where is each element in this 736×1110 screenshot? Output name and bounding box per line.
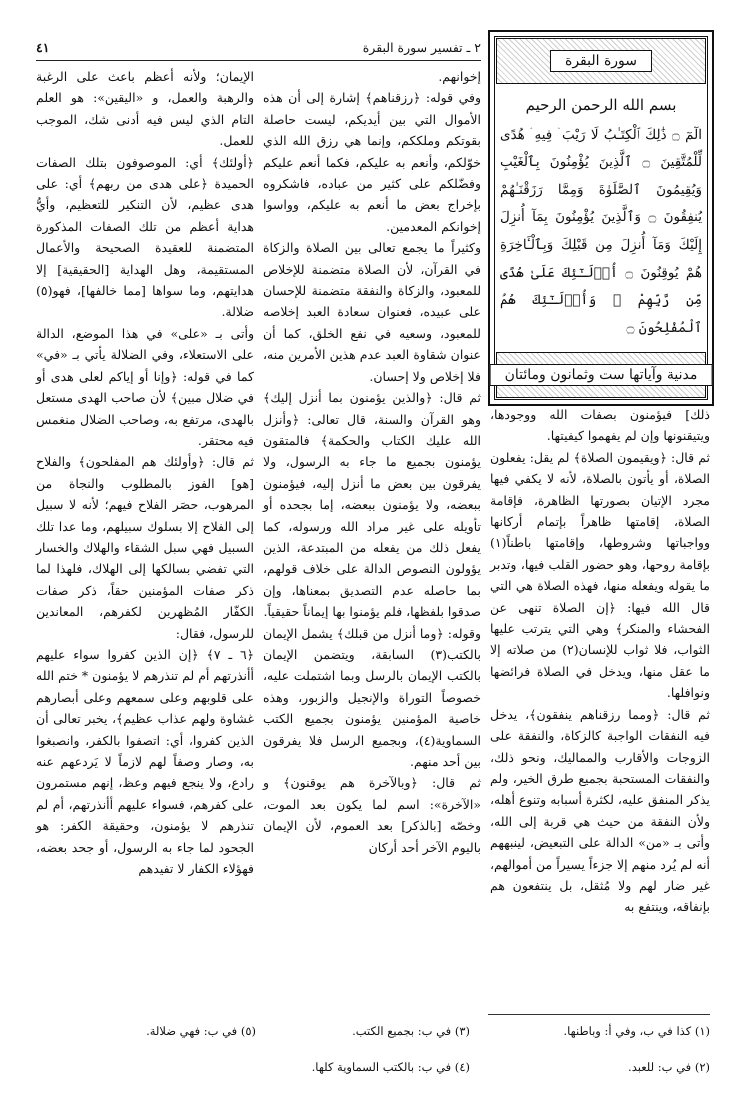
paragraph: ثم قال: ﴿ومما رزقناهم ينفقون﴾، يدخل فيه النفقات الواجبة كالزكاة، والنفقة على الزوجات والأقارب والمماليك، ونحو ذلك، والنفقات المستحبة بجميع طرق الخير، ولم يذكر المنفق عليه، لكثرة أسبابه وتنوع أهله، ولأن النفقة من حيث هي قربة إلى الله، وأتى بـ «من» الدالة على التبعيض، لينبههم أنه لم يُرد منهم إلا جزءاً يسيراً من أموالهم، غير ضار لهم ولا مُثقل، بل ينتفعون هم بإنفاقه، وينتفع به: [490, 706, 710, 915]
footnote-5: (٥) في ب: فهي ضلالة.: [146, 1024, 256, 1038]
text-column-middle: [263, 66, 481, 1006]
paragraph: ثم قال: ﴿وأولئك هم المفلحون﴾ والفلاح [هو] الفوز بالمطلوب والنجاة من المرهوب، حصَر الفلاح فيهم؛ لأنه لا سبيل إلى الفلاح إلا بسلوك سبيلهم، وما عدا تلك السبيل فهي سبل الشقاء والهلاك والخسار التي تفضي بسالكها إلى الهلاك، فلهذا لما ذكر صفات المؤمنين حقاً، ذكر صفات الكفّار المُظهرين لكفرهم، المعاندين للرسول، فقال:: [36, 454, 254, 641]
surah-title: سورة البقرة: [550, 50, 652, 72]
text-column-right: [490, 404, 710, 1004]
footnote-3: (٣) في ب: بجميع الكتب.: [352, 1024, 470, 1038]
page-header: [36, 38, 481, 61]
paragraph: وكثيراً ما يجمع تعالى بين الصلاة والزكاة في القرآن، لأن الصلاة متضمنة للإخلاص للمعبود، والزكاة والنفقة متضمنة للإحسان على عبيده، فعنوان سعادة العبد إخلاصه للمعبود، وسعيه في نفع الخلق، كما أن عنوان شقاوة العبد عدم هذين الأمرين منه، فلا إخلاص ولا إحسان.: [263, 240, 481, 384]
footnote-2: (٢) في ب: للعبد.: [628, 1060, 710, 1074]
surah-frame: [488, 30, 714, 406]
quran-verses: الٓمٓ ۝ ذَٰلِكَ ٱلْكِتَـٰبُ لَا رَيْبَ ۛ فِيهِ ۛ هُدًى لِّلْمُتَّقِينَ ۝ ٱلَّذِينَ يُؤْمِنُونَ بِٱلْغَيْبِ وَيُقِيمُونَ ٱلصَّلَوٰةَ وَمِمَّا رَزَقْنَـٰهُمْ يُنفِقُونَ ۝ وَٱلَّذِينَ يُؤْمِنُونَ بِمَآ أُنزِلَ إِلَيْكَ وَمَآ أُنزِلَ مِن قَبْلِكَ وَبِٱلْـَٔاخِرَةِ هُمْ يُوقِنُونَ ۝ أُو۟لَـٰٓئِكَ عَلَىٰ هُدًى مِّن رَّبِّهِمْ ۖ وَأُو۟لَـٰٓئِكَ هُمُ ٱلْمُفْلِحُونَ ۝: [500, 126, 703, 336]
footnote-1: (١) كذا في ب، وفي أ: وباطنها.: [563, 1024, 710, 1038]
paragraph: ﴿٦ ـ ٧﴾ ﴿إن الذين كفروا سواء عليهم أأنذرتهم أم لم تنذرهم لا يؤمنون * ختم الله على قلوبهم وعلى سمعهم وعلى أبصارهم غشاوة ولهم عذاب عظيم﴾، يخبر تعالى أن الذين كفروا، أي: اتصفوا بالكفر، وانصبغوا به، وصار وصفاً لهم لازماً لا يَردعهم عنه رادع، ولا ينجع فيهم وعظ، إنهم مستمرون على كفرهم، فسواء عليهم أأنذرتهم، أم لم تنذرهم لا يؤمنون، وحقيقة الكفر: هو الجحود لما جاء به الرسول، أو جحد بعضه، فهؤلاء الكفار لا تفيدهم: [36, 646, 255, 877]
paragraph: الإيمان؛ ولأنه أعظم باعث على الرغبة والرهبة والعمل، و «اليقين»: هو العلم التام الذي ليس فيه أدنى شك، الموجب للعمل.: [36, 69, 254, 149]
paragraph: ثم قال: ﴿وبالآخرة هم يوقنون﴾ و «الآخرة»: اسم لما يكون بعد الموت، وخصّه [بالذكر] بعد العموم، لأن الإيمان باليوم الآخر أحد أركان: [263, 775, 481, 855]
paragraph: وأتى بـ «على» في هذا الموضع، الدالة على الاستعلاء، وفي الضلالة يأتي بـ «في» كما في قوله: ﴿وإنا أو إياكم لعلى هدى أو في ضلال مبين﴾ لأن صاحب الهدى مستعل بالهدى، مرتفع به، وصاحب الضلال منغمس فيه محتقر.: [36, 325, 254, 448]
basmala: بسم الله الرحمن الرحيم: [525, 96, 677, 114]
surah-info-banner: [496, 352, 706, 398]
quran-verses-block: [500, 92, 702, 344]
paragraph: ثم قال: ﴿ويقيمون الصلاة﴾ لم يقل: يفعلون الصلاة، أو يأتون بالصلاة، لأنه لا يكفي فيها مجرد الإتيان بصورتها الظاهرة، فإقامة الصلاة، إقامتها ظاهراً بإتمام أركانها وواجباتها وشروطها، وإقامتها باطناً(١) بإقامة روحها، وهو حضور القلب فيها، وتدبر ما يقوله ويفعله منها، فهذه الصلاة هي التي قال الله فيها: ﴿إن الصلاة تنهى عن الفحشاء والمنكر﴾ وهي التي يترتب عليها الثواب، فلا ثواب للإنسان(٢) من صلاته إلا ما عقل منها، ويدخل في الصلاة فرائضها ونوافلها.: [490, 449, 710, 701]
surah-title-banner: [496, 38, 706, 84]
footnote-4: (٤) في ب: بالكتب السماوية كلها.: [311, 1060, 470, 1074]
paragraph: ثم قال: ﴿والذين يؤمنون بما أنزل إليك﴾ وهو القرآن والسنة، قال تعالى: ﴿وأنزل الله عليك الكتاب والحكمة﴾ فالمتقون يؤمنون بجميع ما جاء به الرسول، ولا يفرقون بين بعض ما أنزل إليه، فيؤمنون ببعضه، ولا يؤمنون ببعضه، إما بجحده أو تأويله على غير مراد الله ورسوله، كما يفعل ذلك من يفعله من المبتدعة، الذين يؤولون النصوص الدالة على خلاف قولهم، بما حاصله عدم التصديق بمعناها، وإن صدقوا بلفظها، فلم يؤمنوا بها إيماناً حقيقياً.: [263, 390, 481, 620]
paragraph: ذلك] فيؤمنون بصفات الله ووجودها، ويتيقنونها وإن لم يفهموا كيفيتها.: [490, 407, 710, 444]
footnote-separator: [488, 1014, 710, 1015]
text-column-left: [36, 66, 254, 1006]
paragraph: إخوانهم.: [438, 69, 481, 84]
paragraph: ﴿أولئك﴾ أي: الموصوفون بتلك الصفات الحميدة ﴿على هدى من ربهم﴾ أي: على هدى عظيم، لأن التنكير للتعظيم، وأيُّ هداية أعظم من تلك الصفات المذكورة المتضمنة للعقيدة الصحيحة والأعمال المستقيمة، وهل الهداية [الحقيقية] إلا هدايتهم، وما سواها [مما خالفها]، فهو(٥) ضلالة.: [36, 154, 254, 320]
paragraph: وفي قوله: ﴿رزقناهم﴾ إشارة إلى أن هذه الأموال التي بين أيديكم، ليست حاصلة بقوتكم وملككم، وإنما هي رزق الله الذي خوّلكم، وأنعم به عليكم، فكما أنعم عليكم وفضّلكم على كثير من عباده، فاشكروه بإخراج بعض ما أنعم به عليكم، وواسوا إخوانكم المعدمين.: [263, 90, 481, 234]
surah-info: مدنية وآياتها ست وثمانون ومائتان: [490, 364, 713, 386]
paragraph: وقوله: ﴿وما أنزل من قبلك﴾ يشمل الإيمان بالكتب(٣) السابقة، ويتضمن الإيمان بالكتب الإيمان بالرسل وبما اشتملت عليه، خصوصاً التوراة والإنجيل والزبور، وهذه خاصية المؤمنين يؤمنون بجميع الكتب السماوية(٤)، وبجميع الرسل فلا يفرقون بين أحد منهم.: [263, 625, 481, 769]
running-title: ٢ ـ تفسير سورة البقرة: [362, 40, 481, 55]
page-number: ٤١: [36, 40, 50, 55]
